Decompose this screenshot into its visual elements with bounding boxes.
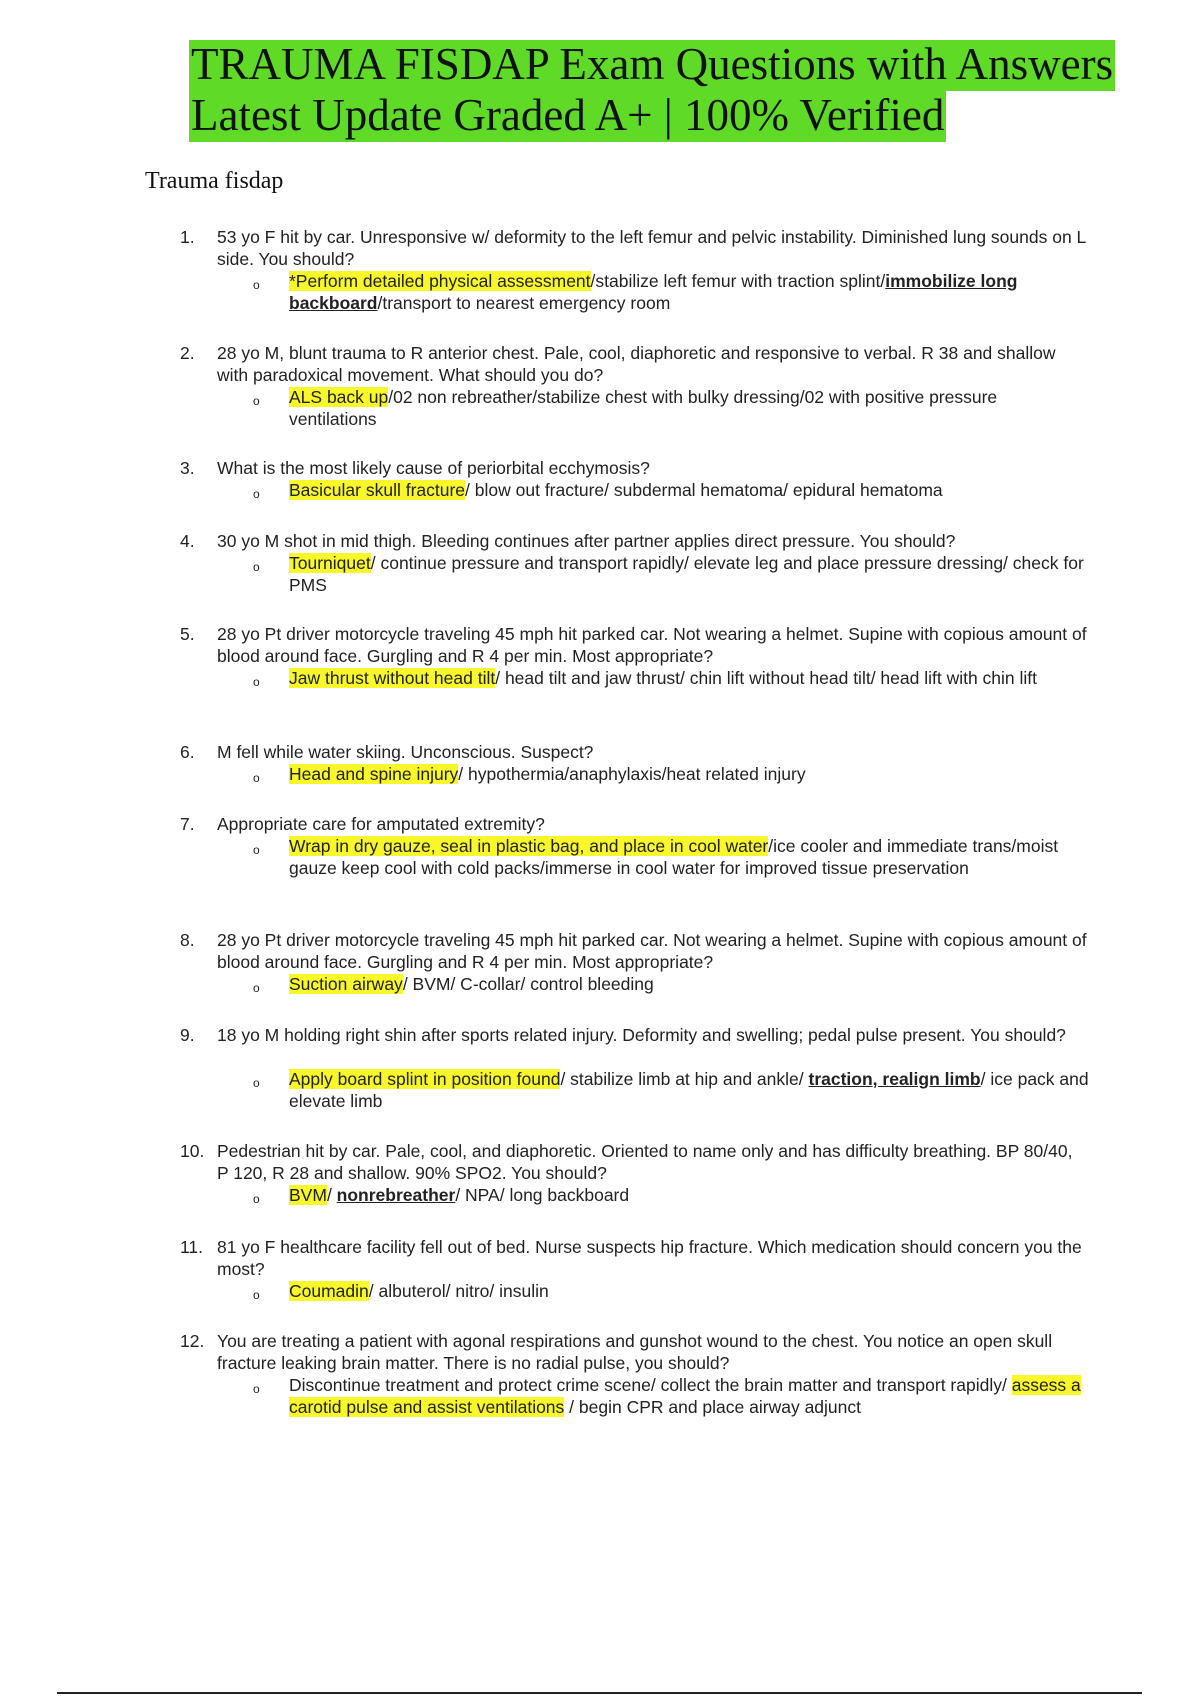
question-text: 53 yo F hit by car. Unresponsive w/ deformity to the left femur and pelvic instability. Diminished lung sounds on L side. You should? [217, 227, 1086, 269]
correct-answer: Coumadin [289, 1281, 369, 1301]
answer-text: / head tilt and jaw thrust/ chin lift without head tilt/ head lift with chin lift [495, 668, 1038, 688]
answer-options [289, 667, 1089, 689]
bullet-icon: o [253, 394, 260, 408]
answer-text: / [326, 1185, 337, 1205]
question-text: What is the most likely cause of periorbital ecchymosis? [217, 458, 650, 478]
answer-options [289, 1068, 1089, 1112]
question-number: 5. [180, 624, 195, 644]
title-line-2: Latest Update Graded A+ | 100% Verified [191, 90, 945, 140]
correct-answer: Head and spine injury [289, 764, 459, 784]
question-number: 7. [180, 814, 195, 834]
answer-options [289, 270, 1089, 314]
question-number: 4. [180, 531, 195, 551]
correct-answer: Tourniquet [289, 553, 371, 573]
footer-divider [57, 1692, 1142, 1694]
correct-answer: ALS back up [289, 387, 389, 407]
underlined-answer: nonrebreather [336, 1185, 456, 1205]
correct-answer: Wrap in dry gauze, seal in plastic bag, and place in cool water [289, 836, 769, 856]
underlined-answer: immobilize long backboard [289, 271, 1018, 313]
answer-options [289, 763, 1089, 785]
answer-options [289, 973, 1089, 995]
question-number: 12. [180, 1331, 205, 1351]
answer-text: Discontinue treatment and protect crime scene/ collect the brain matter and transport rapidly/ [289, 1375, 1012, 1395]
question-text: M fell while water skiing. Unconscious. Suspect? [217, 742, 594, 762]
correct-answer: *Perform detailed physical assessment [289, 271, 591, 291]
answer-text: / begin CPR and place airway adjunct [564, 1397, 861, 1417]
bullet-icon: o [253, 675, 260, 689]
document-subtitle: Trauma fisdap [145, 168, 284, 194]
answer-text: / NPA/ long backboard [455, 1185, 630, 1205]
correct-answer: BVM [289, 1185, 327, 1205]
answer-text: / continue pressure and transport rapidly/ elevate leg and place pressure dressing/ check for PMS [289, 553, 1084, 595]
question-number: 10. [180, 1141, 205, 1161]
answer-options [289, 552, 1089, 596]
question-text: 30 yo M shot in mid thigh. Bleeding continues after partner applies direct pressure. You should? [217, 531, 956, 551]
answer-text: / BVM/ C-collar/ control bleeding [402, 974, 654, 994]
answer-options [289, 1184, 1089, 1206]
bullet-icon: o [253, 843, 260, 857]
bullet-icon: o [253, 981, 260, 995]
question-number: 9. [180, 1025, 195, 1045]
question-number: 8. [180, 930, 195, 950]
question-text: 28 yo Pt driver motorcycle traveling 45 mph hit parked car. Not wearing a helmet. Supine with copious amount of blood around face. Gurgling and R 4 per min. Most appropriate? [217, 930, 1087, 972]
correct-answer: assess a carotid pulse and assist ventilations [289, 1375, 1081, 1417]
answer-text: / blow out fracture/ subdermal hematoma/ epidural hematoma [465, 480, 943, 500]
answer-text: /ice cooler and immediate trans/moist gauze keep cool with cold packs/immerse in cool water for improved tissue preservation [289, 836, 1059, 878]
answer-text: / hypothermia/anaphylaxis/heat related injury [458, 764, 806, 784]
bullet-icon: o [253, 560, 260, 574]
answer-text: / ice pack and elevate limb [289, 1069, 1089, 1111]
bullet-icon: o [253, 278, 260, 292]
answer-options [289, 1280, 1089, 1302]
title-line-1: TRAUMA FISDAP Exam Questions with Answers [191, 39, 1114, 89]
correct-answer: Suction airway [289, 974, 403, 994]
question-text: 28 yo Pt driver motorcycle traveling 45 mph hit parked car. Not wearing a helmet. Supine with copious amount of blood around face. Gurgling and R 4 per min. Most appropriate? [217, 624, 1087, 666]
question-number: 1. [180, 227, 195, 247]
answer-options [289, 1374, 1089, 1418]
question-number: 11. [180, 1237, 204, 1257]
question-text: Appropriate care for amputated extremity? [217, 814, 545, 834]
answer-text: /02 non rebreather/stabilize chest with bulky dressing/02 with positive pressure ventilations [289, 387, 998, 429]
question-number: 3. [180, 458, 195, 478]
bullet-icon: o [253, 1192, 260, 1206]
document-title [189, 40, 1115, 142]
bullet-icon: o [253, 771, 260, 785]
answer-options [289, 479, 1089, 501]
bullet-icon: o [253, 487, 260, 501]
question-text: 81 yo F healthcare facility fell out of bed. Nurse suspects hip fracture. Which medication should concern you the most? [217, 1237, 1082, 1279]
answer-text: /transport to nearest emergency room [377, 293, 671, 313]
question-text: Pedestrian hit by car. Pale, cool, and diaphoretic. Oriented to name only and has difficulty breathing. BP 80/40, P 120, R 28 and shallow. 90% SPO2. You should? [217, 1141, 1073, 1183]
underlined-answer: traction, realign limb [808, 1069, 981, 1089]
bullet-icon: o [253, 1076, 260, 1090]
question-number: 2. [180, 343, 195, 363]
answer-text: / albuterol/ nitro/ insulin [368, 1281, 549, 1301]
bullet-icon: o [253, 1288, 260, 1302]
correct-answer: Jaw thrust without head tilt [289, 668, 496, 688]
answer-options [289, 386, 1089, 430]
question-text: 18 yo M holding right shin after sports related injury. Deformity and swelling; pedal pulse present. You should? [217, 1025, 1066, 1045]
correct-answer: Basicular skull fracture [289, 480, 466, 500]
answer-text: / stabilize limb at hip and ankle/ [560, 1069, 809, 1089]
question-text: You are treating a patient with agonal respirations and gunshot wound to the chest. You notice an open skull fracture leaking brain matter. There is no radial pulse, you should? [217, 1331, 1053, 1373]
question-number: 6. [180, 742, 195, 762]
correct-answer: Apply board splint in position found [289, 1069, 561, 1089]
bullet-icon: o [253, 1382, 260, 1396]
question-text: 28 yo M, blunt trauma to R anterior chest. Pale, cool, diaphoretic and responsive to verbal. R 38 and shallow with paradoxical movement. What should you do? [217, 343, 1056, 385]
answer-text: /stabilize left femur with traction splint/ [590, 271, 886, 291]
answer-options [289, 835, 1089, 879]
